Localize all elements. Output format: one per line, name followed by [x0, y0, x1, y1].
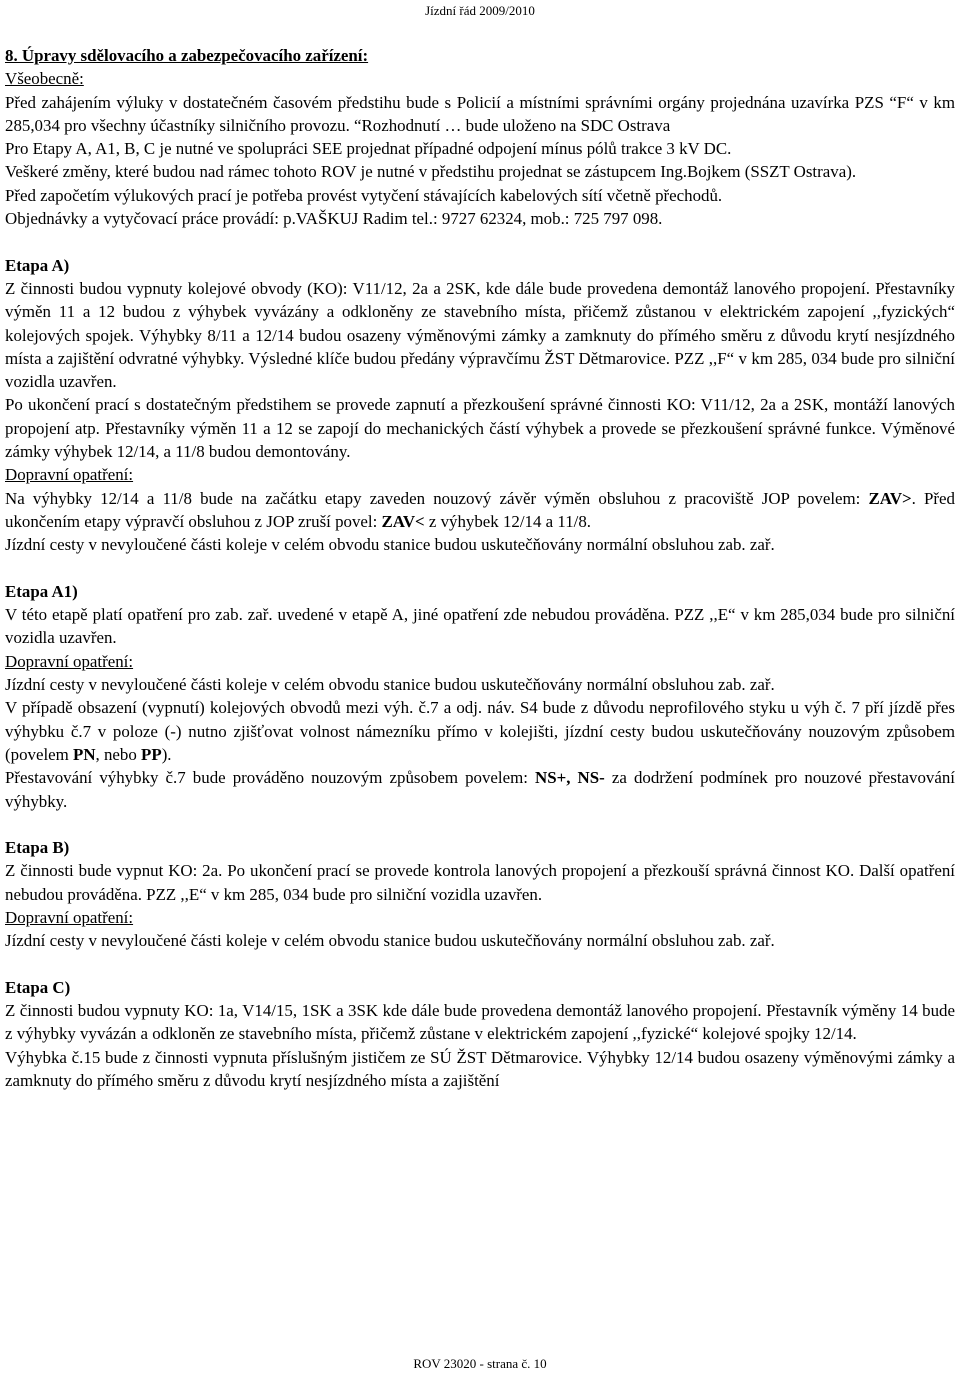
etapa-b-measures-title: Dopravní opatření: — [5, 907, 134, 927]
etapa-a1-title: Etapa A1) — [5, 581, 78, 601]
page-footer: ROV 23020 - strana č. 10 — [413, 1356, 547, 1371]
etapa-a-measure-1: Na výhybky 12/14 a 11/8 bude na začátku etapy zaveden nouzový závěr výměn obsluhou z pracoviště JOP povelem: ZAV>. Před ukončením etapy výpravčí obsluhou z JOP zruší povel: ZAV< z výhybek 12/14 a 11/8. — [5, 488, 955, 531]
etapa-a-paragraph-2: Po ukončení prací s dostatečným předstihem se provede zapnutí a přezkoušení správné činnosti KO: V11/12, 2a a 2SK, montáží lanových propojení atp. Přestavníky výměn 11 a 12 se zapojí do mechanických částí výhybek a provede se přezkoušení správné funkce. Výměnové zámky výhybek 12/14, a 11/8 budou demontovány. — [5, 395, 955, 462]
etapa-b-title: Etapa B) — [5, 838, 70, 858]
etapa-a1-paragraph-1: V této etapě platí opatření pro zab. zař. uvedené v etapě A, jiné opatření zde nebudou prováděna. PZZ ,,E“ v km 285,034 bude pro silniční vozidla uzavřen. — [5, 605, 955, 648]
etapa-c-paragraph-2: Výhybka č.15 bude z činnosti vypnuta příslušným jističem ze SÚ ŽST Dětmarovice. Výhybky 12/14 budou osazeny výměnovými zámky a zamknuty do přímého směru z důvodu krytí nesjízdného místa a zajištění — [5, 1047, 955, 1091]
document-body — [5, 44, 955, 1092]
etapa-b-paragraph-1: Z činnosti bude vypnut KO: 2a. Po ukončení prací se provede kontrola lanových propojení a přezkouší správná činnost KO. Další opatření nebudou prováděna. PZZ ,,E“ v km 285, 034 bude pro silniční vozidla uzavřen. — [5, 861, 955, 904]
etapa-a-title: Etapa A) — [5, 255, 70, 275]
etapa-a1-measure-2: V případě obsazení (vypnutí) kolejových obvodů mezi výh. č.7 a odj. náv. S4 bude z důvodu neprofilového styku u výh č. 7 pří jízdě přes výhybku č.7 v poloze (-) nutno zjišťovat volnost námezníku přímo v kolejišti, jízdní cesty budou uskutečňovány nouzovým způsobem (povelem PN, nebo PP). — [5, 698, 955, 764]
etapa-a1-measures-title: Dopravní opatření: — [5, 651, 134, 671]
etapa-a1-measure-3: Přestavování výhybky č.7 bude prováděno nouzovým způsobem povelem: NS+, NS- za dodržení podmínek pro nouzové přestavování výhybky. — [5, 768, 955, 811]
general-paragraph-3: Veškeré změny, které budou nad rámec tohoto ROV je nutné v předstihu projednat se zástupcem Ing.Bojkem (SSZT Ostrava). — [5, 162, 857, 182]
etapa-c-title: Etapa C) — [5, 977, 71, 997]
general-title: Všeobecně: — [5, 69, 84, 89]
etapa-a-paragraph-1: Z činnosti budou vypnuty kolejové obvody (KO): V11/12, 2a a 2SK, kde dále bude provedena demontáž lanového propojení. Přestavníky výměn 11 a 12 budou z výhybek vyvázány a odkloněny ze stavebního místa, přičemž zůstanou v elektrickém zapojení ,,fyzických“ kolejových spojek. Výhybky 8/11 a 12/14 budou osazeny výměnovými zámky a zamknuty do přímého směru z důvodu krytí nesjízdného místa a zajištění odvratné výhybky. Výsledné klíče budou předány výpravčímu ŽST Dětmarovice. PZZ ,,F“ v km 285, 034 bude pro silniční vozidla uzavřen. — [5, 278, 955, 392]
etapa-b-measure-1: Jízdní cesty v nevyloučené části koleje v celém obvodu stanice budou uskutečňovány normální obsluhou zab. zař. — [5, 931, 775, 951]
etapa-a-measures-title: Dopravní opatření: — [5, 465, 134, 485]
general-paragraph-2: Pro Etapy A, A1, B, C je nutné ve spolupráci SEE projednat případné odpojení mínus pólů trakce 3 kV DC. — [5, 139, 732, 159]
page-header: Jízdní řád 2009/2010 — [425, 3, 535, 18]
general-paragraph-4: Před započetím výlukových prací je potřeba provést vytyčení stávajících kabelových sítí včetně přechodů. — [5, 185, 723, 205]
general-paragraph-1: Před zahájením výluky v dostatečném časovém předstihu bude s Policií a místními správními orgány projednána uzavírka PZS “F“ v km 285,034 pro všechny účastníky silničního provozu. “Rozhodnutí … bude uloženo na SDC Ostrava — [5, 92, 955, 135]
etapa-a-measure-2: Jízdní cesty v nevyloučené části koleje v celém obvodu stanice budou uskutečňovány normální obsluhou zab. zař. — [5, 535, 775, 555]
general-paragraph-5: Objednávky a vytyčovací práce provádí: p.VAŠKUJ Radim tel.: 9727 62324, mob.: 725 797 098. — [5, 209, 663, 229]
etapa-a1-measure-1: Jízdní cesty v nevyloučené části koleje v celém obvodu stanice budou uskutečňovány normální obsluhou zab. zař. — [5, 675, 775, 695]
section-title: 8. Úpravy sdělovacího a zabezpečovacího zařízení: — [5, 46, 369, 65]
etapa-c-paragraph-1: Z činnosti budou vypnuty KO: 1a, V14/15, 1SK a 3SK kde dále bude provedena demontáž lanového propojení. Přestavník výměny 14 bude z výhybky vyvázán a odkloněn ze stavebního místa, přičemž zůstane v elektrickém zapojení ,,fyzické“ kolejové spojky 12/14. — [5, 1001, 955, 1044]
